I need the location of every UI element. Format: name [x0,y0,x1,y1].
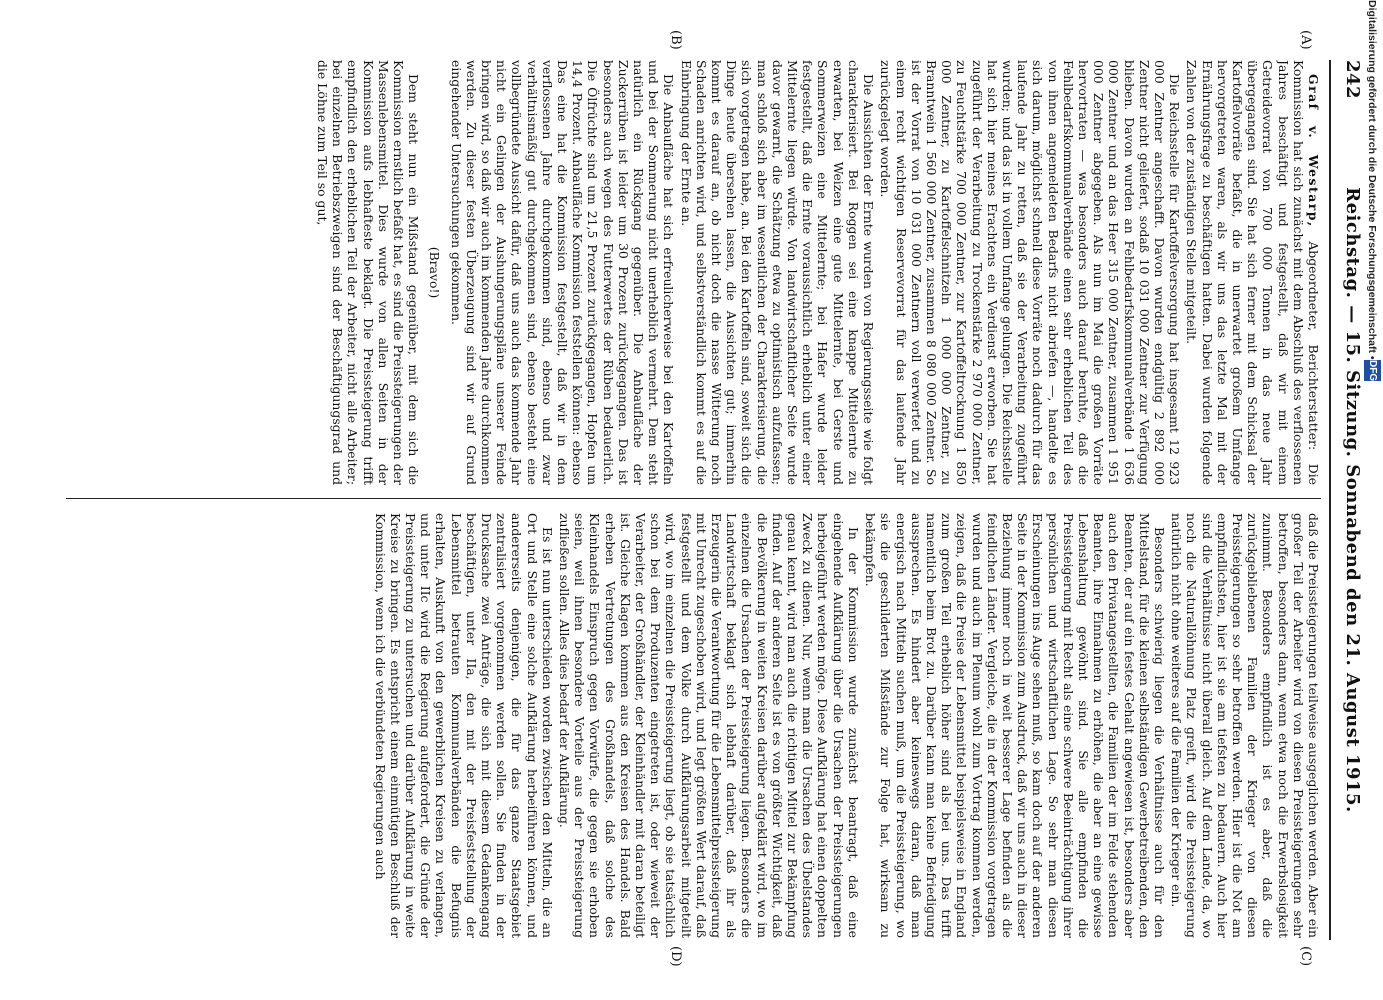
paragraph: daß die Preissteigerungen teilweise ausgeglichen werden. Aber ein großer Teil der Arbeiter wird von diesen Preissteigerungen sehr betroffen, besonders dann, wenn etwa noch die Erwerbslosigkeit zunimmt. Besonders empfindlich ist es aber, daß die zurückgebliebenen Familien der Krieger von diesen Preissteigerungen so sehr betroffen werden. Hier ist die Not am empfindlichsten, hier ist sie am tiefsten zu bedauern. Auch hier sind die Verhältnisse nicht überall gleich. Auf dem Lande, da, wo noch die Naturallöhnung Platz greift, wird die Preissteigerung natürlich nicht ohne weiteres auf die Familien der Krieger ein. [1169,513,1321,938]
paragraph: Die Reichsstelle für Kartoffelversorgung hat insgesamt 12 923 000 Zentner angeschafft. Davon wurden endgültig 2 892 000 Zentner nicht geliefert, sodaß 10 031 000 Zentner zur Verfügung blieben. Davon wurden an Fehlbedarfskommunalverbände 1 636 000 Zentner und an das Heer 315 000 Zentner, zusammen 1 951 000 Zentner abgegeben. Als nun im Mai die großen Vorräte hervortraten — was besonders auch darauf beruhte, daß die Fehlbedarfskommunalverbände einen sehr erheblichen Teil des von ihnen angemeldeten Bedarfs nicht abriefen —, handelte es sich darum, möglichst schnell diese Vorräte noch dadurch für das laufende Jahr zu retten, daß sie der Verarbeitung zugeführt wurden; und das ist in vollem Umfange gelungen. Die Reichsstelle hat sich hier meines Erachtens ein Verdienst erworben. Sie hat zugeführt der Verarbeitung zu Trockenstärke 2 970 000 Zentner, zu Feuchtstärke 700 000 Zentner, zur Kartoffeltrocknung 1 850 000 Zentner, zu Kartoffelschnitzeln 1 000 000 Zentner, zu Branntwein 1 560 000 Zentner, zusammen 8 080 000 Zentner. So ist der Vorrat von 10 031 000 Zentnern voll verwertet und zu einem recht wichtigen Reservevorrat für das laufende Jahr zurückgelegt worden. [878,60,1183,485]
header-rule [1329,60,1331,940]
page-header [1333,60,1363,940]
right-column [66,513,1321,938]
page-number: 242 [1342,60,1363,100]
column-divider [66,498,1321,499]
page-title: Reichstag. — 15. Sitzung. Sonnabend den 21. August 1915. [1342,187,1363,813]
speaker-name: Graf v. Westarp, [1306,74,1321,228]
margin-marker-c: (C) [1298,946,1313,967]
paragraph: Die Anbaufläche hat sich erfreulicherweise bei den Kartoffeln und bei der Sommerung nicht unerheblich vermehrt. Dem steht natürlich ein Rückgang gegenüber. Die Anbaufläche der Zuckerrüben ist leider um 30 Prozent zurückgegangen. Das ist besonders auch wegen des Futterwertes der Rüben bedauerlich. Die Ölfrüchte sind um 21,5 Prozent zurückgegangen, Hopfen um 14,4 Prozent. Anbaufläche Kommission feststellen können: ebenso Das eine hat die Kommission festgestellt, daß wir in dem verflossenen Jahre durchgekommen sind, ebenso und zwar verhältnismäßig gut durchgekommen sind, ebenso besteht eine vollbegründete Aussicht dafür, daß uns auch das kommende Jahr nicht ein Gelingen der Aushungerungspläne unserer Feinde bringen wird, so daß wir auch im kommenden Jahre durchkommen werden. Zu dieser festen Überzeugung sind wir auf Grund eingehender Untersuchungen gekommen. [448,60,677,485]
paragraph: Besonders schwierig liegen die Verhältnisse auch für den Mittelstand, für die kleinen selbständigen Gewerbetreibenden, den Beamten, der auf ein festes Gehalt angewiesen ist, besonders aber auch den Privatangestellten, die Familien der im Felde stehenden Beamten, ihre Einnahmen zu erhöhen, die aber an eine gewisse Lebenshaltung gewöhnt sind. Sie alle empfinden die Preissteigerung mit Recht als eine schwere Beeinträchtigung ihrer persönlichen und wirtschaftlichen Lage. So sehr man diesen Erscheinungen ins Auge sehen muß, so kam doch auf der anderen Seite in der Kommission zum Ausdruck, daß wir uns auch in dieser Beziehung immer noch in weit besserer Lage befinden als die feindlichen Länder. Vergleiche, die in der Kommission vorgetragen wurden und auch im Plenum wohl zum Vortrag kommen werden, zeigen, daß die Preise der Lebensmittel beispielsweise in England zum großen Teil erheblich höher sind als bei uns. Das trifft namentlich beim Brot zu. Darüber kann man keine Befriedigung aussprechen. Es hindert aber keineswegs daran, daß man energisch nach Mitteln suchen muß, um die Preissteigerung, wo sie die geschilderten Mißstände zur Folge hat, wirksam zu bekämpfen. [863,513,1167,938]
paragraph [1184,60,1321,485]
dfg-logo: DFG [1364,360,1381,381]
paragraph: Die Aussichten der Ernte wurden von Regierungsseite wie folgt charakterisiert. Bei Roggen sei eine knappe Mittelernte zu erwarten, bei Weizen eine gute Mittelernte, bei Gerste und Sommerweizen eine Mittelernte; bei Hafer wurde leider festgestellt, daß die Ernte voraussichtlich erheblich unter einer Mittelernte liegen würde. Von landwirtschaftlicher Seite wurde davor gewarnt, die Schätzung etwa zu optimistisch aufzufassen; man schloß sich aber im wesentlichen der Charakterisierung, die sich vorgetragen habe, an. Bei den Kartoffeln sind, soweit sich die Dinge heute übersehen lassen, die Aussichten gut; immerhin kommt es darauf an, ob nicht doch die nasse Witterung noch Schaden anrichten wird, und selbstverständlich kommt es auf die Einbringung der Ernte an. [678,60,877,485]
credit-text: Digitalisierung gefördert durch die Deutsche Forschungsgemeinschaft • [1366,0,1378,360]
paragraph-text: Abgeordneter, Berichterstatter: Die Kommission hat sich zunächst mit dem Abschluß des verflossenen Jahres beschäftigt und festgestellt, daß wir mit einem Getreidevorrat von 700 000 Tonnen in das neue Jahr übergegangen sind. Sie hat sich ferner mit dem Schicksal der Kartoffelvorräte befaßt, die in unerwartet großem Umfange hervorgetreten waren, als wir uns das letzte Mal mit der Ernährungsfrage zu beschäftigen hatten. Dabei wurden folgende Zahlen von der zuständigen Stelle mitgeteilt. [1184,60,1321,485]
margin-marker-d: (D) [668,946,683,967]
digitization-credit [1360,0,1381,1000]
margin-marker-a: (A) [1298,30,1313,50]
left-column [66,60,1321,485]
paragraph: Es ist nun unterschieden worden zwischen den Mitteln, die an Ort und Stelle eine solche Aufklärung herbeiführen können, und andererseits denjenigen, die für das ganze Staatsgebiet zentralisiert vorgenommen werden sollen. Sie finden in der Drucksache zwei Anträge, die sich mit diesem Gedankengang beschäftigen, unter IIa, den mit der Preisfeststellung der Lebensmittel betrauten Kommunalverbänden die Befugnis erhalten, Auskunft von den gewerblichen Kreisen zu verlangen, und unter IIc wird die Regierung aufgefordert, die Gründe der Preissteigerung zu untersuchen und darüber Aufklärung in weite Kreise zu bringen. Es entspricht einem einmütigen Beschluß der Kommission, wenn ich die verbündeten Regierungen auch [372,513,555,938]
interjection: (Bravo!) [427,246,443,299]
margin-marker-b: (B) [668,30,683,50]
paragraph: In der Kommission wurde zunächst beantragt, daß eine eingehende Aufklärung über die Ursachen der Preissteigerungen herbeigeführt werden möge. Diese Aufklärung hat einen doppelten Zweck zu dienen. Nur, wenn man die Ursachen des Übelstandes genau kennt, wird man auch die richtigen Mittel zur Bekämpfung finden. Auf der anderen Seite ist es von größter Wichtigkeit, daß die Bevölkerung in weiten Kreisen darüber aufgeklärt wird, wo im einzelnen die Ursachen der Preissteigerung liegen. Besonders die Landwirtschaft beklagt sich lebhaft darüber, daß ihr als Erzeugerin die Verantwortung für die Lebensmittelpreissteigerung mit Unrecht zugeschoben wird, und legt größten Wert darauf, daß festgestellt und dem Volke durch Aufklärungsarbeit mitgeteilt wird, wo im einzelnen die Preissteigerung liegt, ob sie tatsächlich schon bei dem Produzenten eingetreten ist, oder wieweit der Verarbeiter, der Großhändler, der Kleinhändler mit daran beteiligt ist. Gleiche Klagen kommen aus den Kreisen des Handels. Bald erheben Vertretungen des Großhandels, daß solche des Kleinhandels Einspruch gegen Vorwürfe, die gegen sie erhoben seien, weil ihnen besondere Vorteile aus der Preissteigerung zufließen sollen. Alles dies bedarf der Aufklärung. [557,513,861,938]
paragraph: Dem steht nun ein Mißstand gegenüber, mit dem sich die Kommission ernstlich befaßt hat, es sind die Preissteigerungen der Massenlebensmittel. Dies wurde von allen Seiten in der Kommission aufs lebhafteste beklagt. Die Preissteigerung trifft empfindlich den erheblichen Teil der Arbeiter, nicht alle Arbeiter; bei einzelnen Betriebszweigen sind der Beschäftigungsgrad und die Löhne zum Teil so gut, [315,60,422,485]
